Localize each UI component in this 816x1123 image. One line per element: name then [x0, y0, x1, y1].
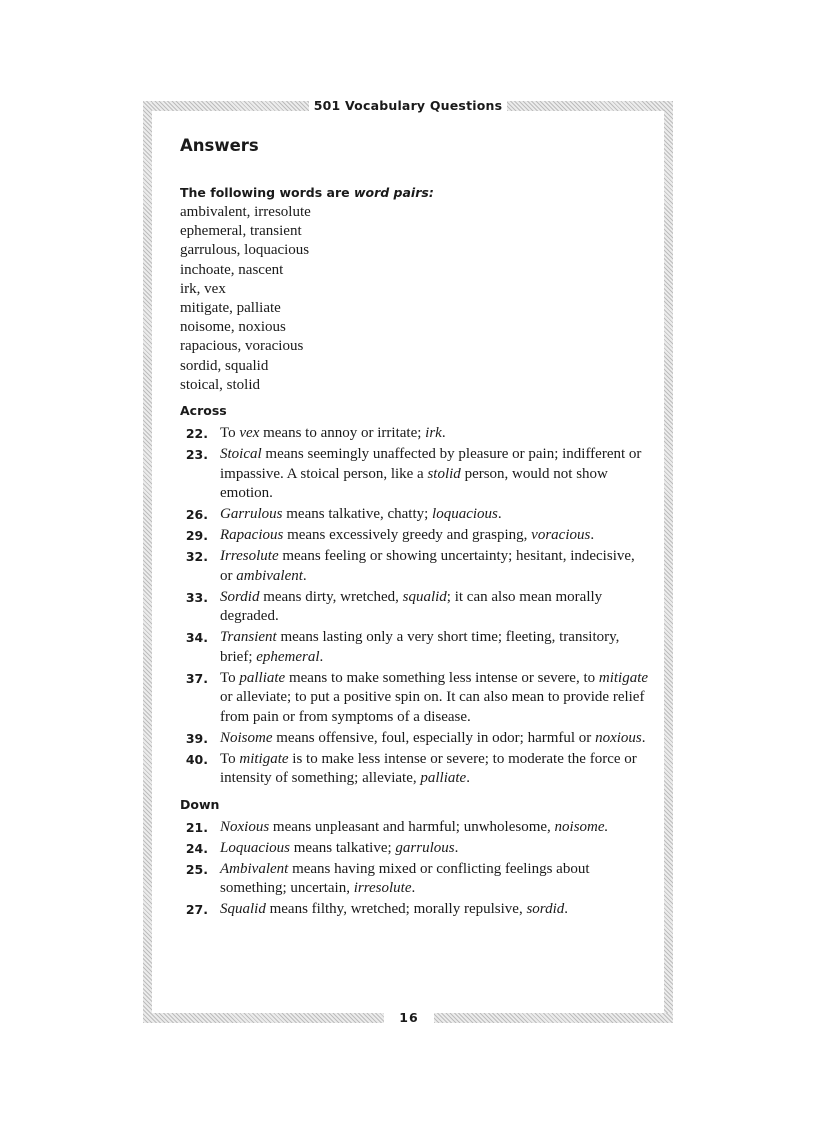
answer-text-run: means dirty, wretched,	[259, 588, 403, 605]
answer-text-run: means unpleasant and harmful; unwholesome,	[269, 818, 555, 835]
answer-text-run: or alleviate; to put a positive spin on. It can also mean to provide relief from pain or from symptoms of a disease.	[220, 689, 645, 725]
answer-text-run: To	[220, 750, 240, 767]
down-answer-item	[180, 839, 650, 859]
answer-text-run: means having mixed or conflicting feelings about something; uncertain,	[220, 860, 590, 897]
answer-text-run: means to annoy or irritate;	[259, 425, 426, 442]
answer-keyword: Noxious	[220, 818, 270, 835]
answer-keyword: Squalid	[220, 901, 266, 918]
down-answer-item	[180, 860, 650, 899]
answer-text-run: .	[590, 527, 595, 544]
answer-keyword: stolid	[427, 465, 461, 482]
across-answers-list	[180, 424, 650, 789]
across-answer-item	[180, 526, 650, 546]
word-pair-item: rapacious, voracious	[180, 338, 304, 355]
answer-text-run: means talkative;	[290, 839, 396, 856]
answer-keyword: voracious	[531, 527, 591, 544]
answer-keyword: ambivalent	[236, 567, 303, 584]
answer-text	[220, 629, 619, 665]
answer-keyword: noxious	[595, 729, 642, 746]
answer-keyword: mitigate	[239, 750, 289, 767]
down-answers-list	[180, 818, 650, 920]
across-answer-item	[180, 588, 650, 627]
word-pair-item: mitigate, palliate	[180, 300, 281, 317]
answer-number: 22.	[185, 426, 208, 442]
word-pair-item: inchoate, nascent	[180, 261, 284, 278]
answer-text	[220, 901, 568, 917]
answer-number: 37.	[185, 670, 208, 686]
answer-keyword: garrulous	[395, 839, 455, 856]
across-heading: Across	[180, 403, 227, 419]
across-answer-item	[180, 424, 650, 444]
answer-number: 23.	[185, 447, 208, 463]
across-answer-item	[180, 729, 650, 749]
intro-text: The following words are	[180, 185, 354, 200]
down-heading: Down	[180, 796, 220, 812]
answer-text-run: .	[497, 506, 502, 523]
answer-keyword: Stoical	[220, 446, 262, 463]
answer-text	[220, 819, 608, 835]
answer-text-run: person, would not show emotion.	[220, 465, 608, 502]
answer-keyword: Loquacious	[220, 839, 291, 856]
answer-text	[220, 446, 641, 501]
answer-keyword: Sordid	[220, 588, 260, 605]
answer-keyword: loquacious	[432, 506, 498, 523]
across-answer-item	[180, 628, 650, 667]
answer-text-run: .	[441, 425, 446, 442]
word-pair-item: ephemeral, transient	[180, 223, 302, 240]
answer-text-run: .	[411, 880, 416, 897]
frame-right-border	[664, 101, 673, 1023]
section-heading: Answers	[180, 136, 259, 155]
answer-keyword: ephemeral	[256, 648, 320, 665]
answer-keyword: Noisome	[220, 729, 273, 746]
across-answer-item	[180, 750, 650, 789]
answer-keyword: noisome.	[554, 818, 609, 835]
answer-number: 33.	[185, 589, 208, 605]
across-answer-item	[180, 505, 650, 525]
answer-text	[220, 861, 590, 897]
answer-text	[220, 589, 602, 625]
down-answer-item	[180, 818, 650, 838]
word-pair-item: sordid, squalid	[180, 357, 269, 374]
answer-keyword: Rapacious	[220, 527, 284, 544]
answer-text-run: .	[454, 839, 459, 856]
answer-keyword: irk	[425, 425, 442, 442]
answer-text	[220, 730, 645, 746]
across-answer-item	[180, 669, 650, 728]
answer-keyword: squalid	[402, 588, 447, 605]
answer-number: 27.	[185, 902, 208, 918]
word-pair-item: noisome, noxious	[180, 319, 286, 336]
answer-text-run: means excessively greedy and grasping,	[283, 527, 532, 544]
answer-number: 24.	[185, 840, 208, 856]
answer-number: 21.	[185, 819, 208, 835]
answer-text-run: .	[641, 729, 646, 746]
answer-text	[220, 751, 637, 787]
answer-text-run: means talkative, chatty;	[282, 506, 433, 523]
answer-text-run: .	[319, 648, 324, 665]
word-pair-item: irk, vex	[180, 280, 226, 297]
answer-number: 26.	[185, 507, 208, 523]
intro-emphasis: word pairs:	[353, 185, 434, 200]
answer-keyword: vex	[239, 425, 260, 442]
answer-number: 32.	[185, 549, 208, 565]
header-rule-left	[143, 101, 309, 111]
answer-keyword: mitigate	[598, 669, 649, 686]
header-rule-right	[507, 101, 673, 111]
word-pairs-list	[180, 203, 650, 395]
answer-keyword: irresolute	[353, 880, 412, 897]
answer-number: 39.	[185, 730, 208, 746]
footer-rule-right	[434, 1013, 673, 1023]
running-head-title: 501 Vocabulary Questions	[309, 96, 507, 116]
page-number: 16	[384, 1008, 434, 1028]
answer-text	[220, 670, 648, 725]
answer-text-run: .	[302, 567, 307, 584]
answer-text-run: means feeling or showing uncertainty; hesitant, indecisive, or	[220, 548, 635, 584]
word-pair-item: ambivalent, irresolute	[180, 204, 311, 220]
answer-keyword: palliate	[239, 669, 286, 686]
answer-number: 29.	[185, 528, 208, 544]
answer-number: 40.	[185, 751, 208, 767]
answer-text	[220, 548, 635, 584]
footer-rule-left	[143, 1013, 384, 1023]
answer-text-run: is to make less intense or severe; to moderate the force or intensity of something; alleviate,	[220, 750, 637, 787]
answer-text	[220, 840, 458, 856]
answer-keyword: sordid	[526, 901, 565, 918]
frame-left-border	[143, 101, 152, 1023]
answer-text	[220, 425, 446, 441]
word-pair-item: garrulous, loquacious	[180, 242, 310, 259]
answer-text-run: means offensive, foul, especially in odor; harmful or	[272, 729, 596, 746]
down-answer-item	[180, 900, 650, 920]
across-answer-item	[180, 445, 650, 504]
answer-text	[220, 506, 502, 522]
answer-number: 25.	[185, 861, 208, 877]
answer-keyword: Transient	[220, 629, 277, 646]
answer-text-run: .	[564, 901, 569, 918]
answer-text-run: means to make something less intense or severe, to	[285, 669, 599, 686]
answer-text-run: means filthy, wretched; morally repulsive,	[265, 901, 527, 918]
answer-keyword: Garrulous	[220, 506, 283, 523]
answer-text	[220, 527, 594, 543]
answer-text-run: means seemingly unaffected by pleasure or pain; indifferent or impassive. A stoical person, like a	[220, 446, 642, 482]
answer-text-run: To	[220, 425, 240, 442]
page-content	[180, 134, 650, 921]
intro-line	[180, 183, 650, 203]
answer-text-run: ; it can also mean morally degraded.	[220, 588, 603, 625]
answer-keyword: palliate	[420, 770, 467, 787]
answer-keyword: Irresolute	[220, 548, 279, 565]
answer-text-run: means lasting only a very short time; fleeting, transitory, brief;	[220, 629, 620, 665]
answer-keyword: Ambivalent	[220, 860, 289, 877]
across-answer-item	[180, 547, 650, 586]
answer-text-run: To	[220, 669, 240, 686]
word-pair-item: stoical, stolid	[180, 376, 260, 393]
answer-text-run: .	[466, 770, 470, 787]
answer-number: 34.	[185, 630, 208, 646]
